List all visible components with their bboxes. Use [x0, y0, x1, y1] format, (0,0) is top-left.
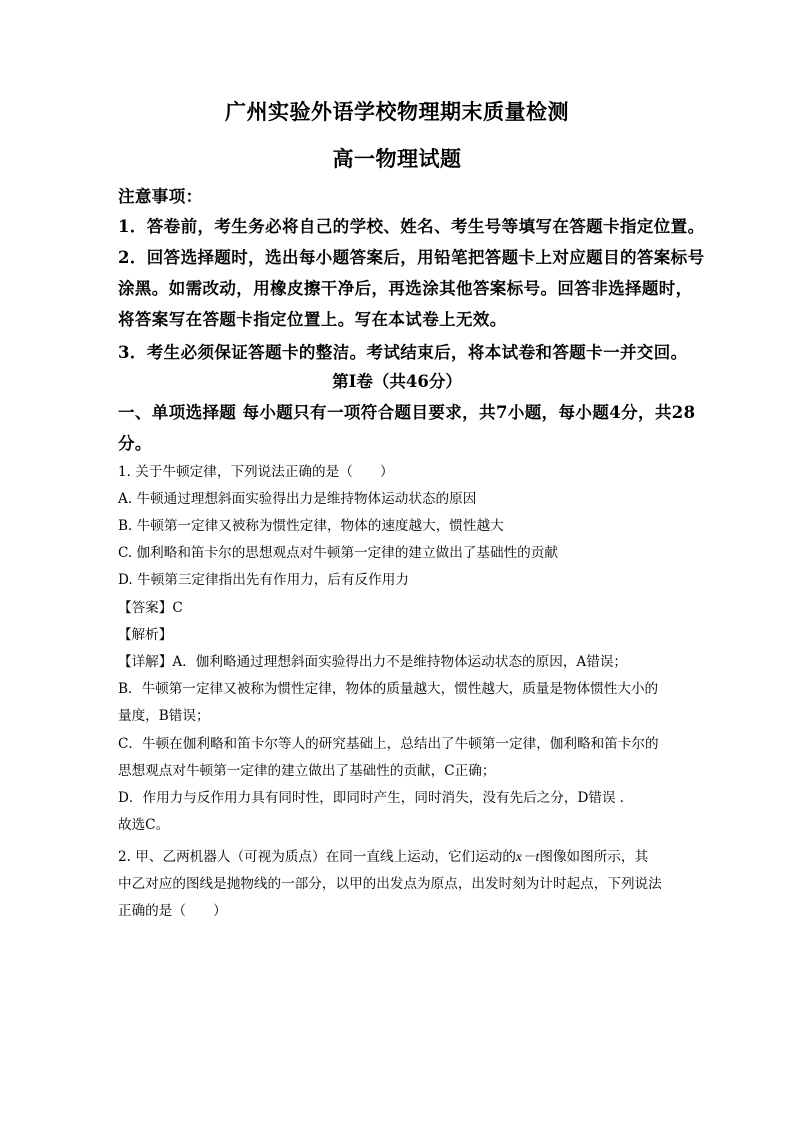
question-2-line-2: 中乙对应的图线是抛物线的一部分，以甲的出发点为原点，出发时刻为计时起点，下列说法 [118, 876, 662, 892]
notice-item-2-line-2: 涂黑。如需改动，用橡皮擦干净后，再选涂其他答案标号。回答非选择题时， [118, 279, 693, 298]
exam-subtitle: 高一物理试题 [332, 146, 462, 171]
question-1-option-a: A. 牛顿通过理想斜面实验得出力是维持物体运动状态的原因 [118, 491, 477, 507]
question-1-option-b: B. 牛顿第一定律又被称为惯性定律，物体的速度越大，惯性越大 [118, 518, 504, 534]
notice-item-2-line-3: 将答案写在答题卡指定位置上。写在本试卷上无效。 [118, 310, 507, 329]
part-title: 第Ⅰ卷（共46分） [332, 372, 462, 391]
exam-title: 广州实验外语学校物理期末质量检测 [225, 99, 569, 124]
section-heading-line-1: 一、单项选择题 每小题只有一项符合题目要求，共7小题，每小题4分，共28 [118, 403, 696, 422]
question-1-option-c: C. 伽利略和笛卡尔的思想观点对牛顿第一定律的建立做出了基础性的贡献 [118, 545, 558, 561]
question-1-analysis-label: 【解析】 [118, 627, 173, 643]
q2-line-1-post: 图像如图所示，其 [539, 849, 649, 865]
question-1-stem: 1. 关于牛顿定律，下列说法正确的是（ ） [118, 464, 394, 480]
notice-item-1: 1．答卷前，考生务必将自己的学校、姓名、考生号等填写在答题卡指定位置。 [118, 217, 705, 236]
question-1-detail-b-line-1: B．牛顿第一定律又被称为惯性定律，物体的质量越大，惯性越大，质量是物体惯性大小的 [118, 681, 659, 697]
question-1-detail-c-line-1: C．牛顿在伽利略和笛卡尔等人的研究基础上，总结出了牛顿第一定律，伽利略和笛卡尔的 [118, 736, 659, 752]
detail-label: 【详解】 [118, 654, 173, 670]
q2-line-1-pre: 2. 甲、乙两机器人（可视为质点）在同一直线上运动，它们运动的 [118, 849, 516, 865]
notice-item-2-line-1: 2．回答选择题时，选出每小题答案后，用铅笔把答题卡上对应题目的答案标号 [118, 248, 705, 267]
trailing-dot: . [619, 790, 624, 806]
q2-math-xt: x－t [515, 849, 540, 864]
question-1-detail-b-line-2: 量度，B错误； [118, 708, 210, 724]
detail-a-text: A．伽利略通过理想斜面实验得出力不是维持物体运动状态的原因，A错误； [172, 654, 628, 670]
question-1-detail-c-line-2: 思想观点对牛顿第一定律的建立做出了基础性的贡献，C正确； [118, 763, 496, 779]
detail-d-text: D．作用力与反作用力具有同时性，即同时产生，同时消失，没有先后之分，D错误 [118, 790, 616, 806]
question-2-line-3: 正确的是（ ） [118, 903, 227, 919]
section-heading-line-2: 分。 [118, 434, 152, 453]
question-2-line-1 [118, 845, 648, 865]
question-1-detail-d [118, 786, 624, 806]
question-1-detail-a [118, 650, 627, 670]
question-1-conclusion: 故选C。 [118, 817, 170, 833]
question-1-answer: 【答案】C [118, 600, 183, 616]
question-1-option-d: D. 牛顿第三定律指出先有作用力，后有反作用力 [118, 572, 409, 588]
notice-heading: 注意事项： [118, 187, 203, 206]
notice-item-3: 3．考生必须保证答题卡的整洁。考试结束后，将本试卷和答题卡一并交回。 [118, 343, 688, 362]
